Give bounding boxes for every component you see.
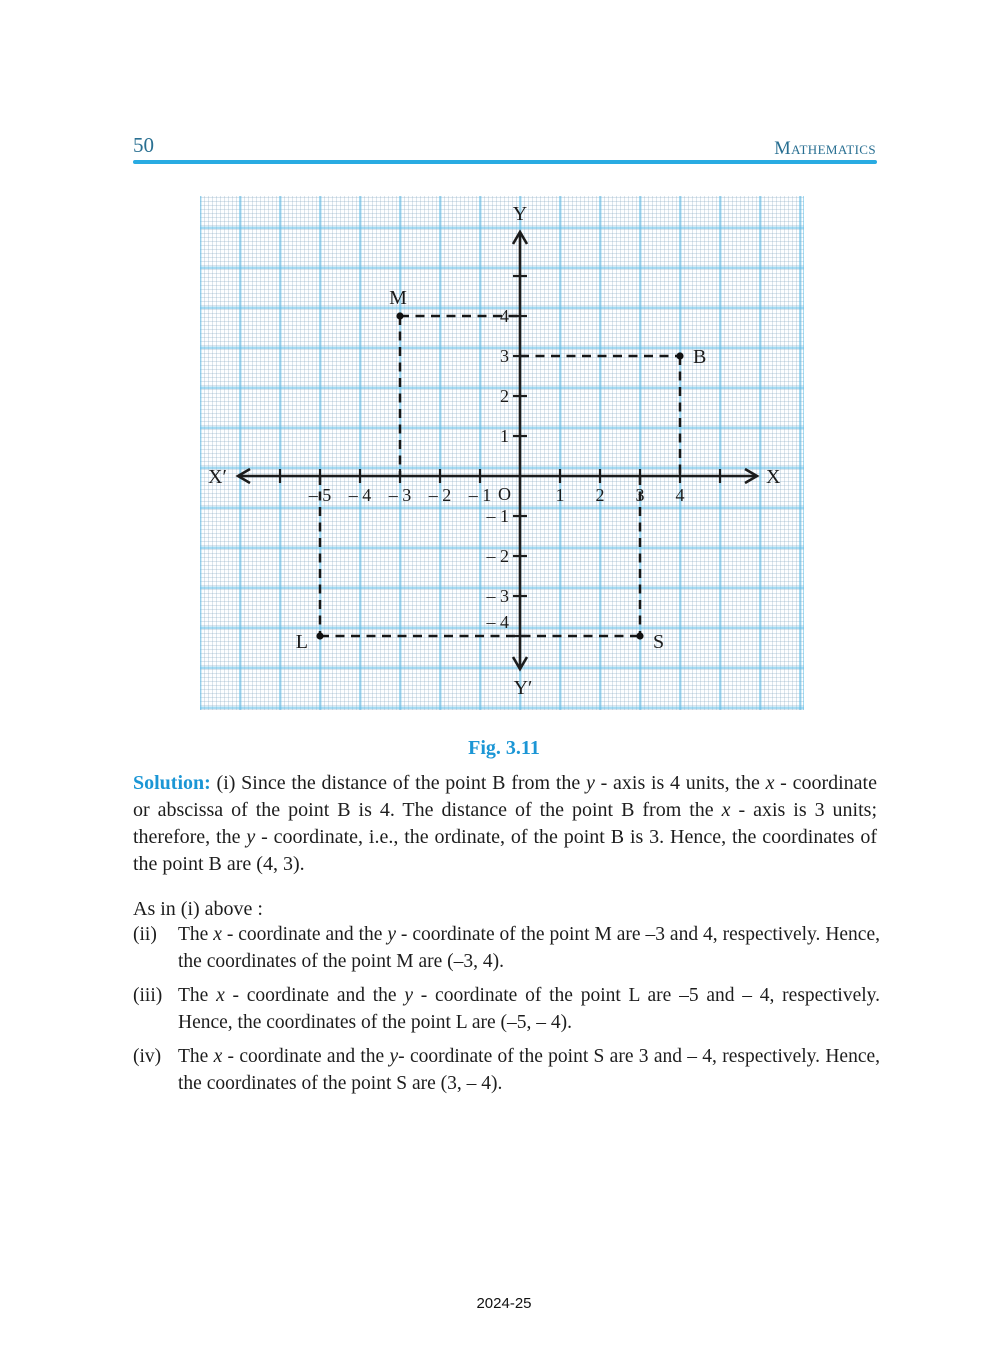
x-tick-label: 2 [595,485,605,505]
point-label-S: S [653,631,665,653]
item-marker: (iii) [133,985,163,1006]
x-neg-label: X′ [208,466,227,488]
header-rule [133,160,877,164]
page-number: 50 [133,133,154,157]
item-text: The x - coordinate and the y- coordinate of the point S are 3 and – 4, respectively. Hence, the coordinates of the point S are (3, – 4). [178,1046,881,1094]
point-label-B: B [693,346,707,368]
figure-caption: Fig. 3.11 [468,737,540,759]
list-item-iii [133,982,880,1036]
x-tick-label: – 2 [428,485,452,505]
y-neg-label: Y′ [513,677,533,699]
list-item-iv [133,1043,880,1097]
point-label-L: L [295,631,308,653]
y-tick-label: 2 [500,386,509,406]
point-L [316,632,323,639]
x-tick-label: – 1 [468,485,492,505]
point-S [636,632,643,639]
x-tick-label: 3 [635,485,645,505]
y-tick-label: – 2 [486,546,509,566]
y-tick-label: – 1 [486,506,509,526]
y-tick-label: 3 [500,346,509,366]
y-tick-label: – 3 [486,586,509,606]
x-tick-label: 4 [675,485,685,505]
footer-session-label: 2024-25 [476,1295,532,1312]
x-pos-label: X [766,466,781,488]
item-marker: (ii) [133,924,157,945]
header-title: Mathematics [774,139,876,159]
item-text: The x - coordinate and the y - coordinate of the point M are –3 and 4, respectively. Hence, the coordinates of the point M are (–3, 4). [178,924,880,972]
x-tick-label: – 4 [348,485,372,505]
point-M [396,312,403,319]
figure-graph-paper [200,196,804,710]
y-pos-label: Y [512,203,528,225]
as-in-line: As in (i) above : [133,898,263,920]
x-tick-label: – 3 [388,485,412,505]
y-tick-label: 4 [500,306,509,326]
item-text: The x - coordinate and the y - coordinate of the point L are –5 and – 4, respectively. Hence, the coordinates of the point L are (–5, – 4). [178,985,880,1033]
point-label-M: M [389,287,407,309]
x-tick-label: – 5 [308,485,332,505]
y-tick-label: 1 [500,426,509,446]
origin-label: O [498,484,511,504]
coordinate-plane-figure [200,196,804,710]
solution-paragraph: Solution: (i) Since the distance of the point B from the y - axis is 4 units, the x - coordinate or abscissa of the point B is 4. The distance of the point B from the x - axis is 3 units; therefore, the y - coordinate, i.e., the ordinate, of the point B is 3. Hence, the coordinates of the point B are (4, 3). [133,772,878,875]
y-tick-label: – 4 [486,612,509,632]
x-tick-label: 1 [555,485,565,505]
point-B [676,352,683,359]
list-item-ii [133,921,880,975]
item-marker: (iv) [133,1046,162,1067]
